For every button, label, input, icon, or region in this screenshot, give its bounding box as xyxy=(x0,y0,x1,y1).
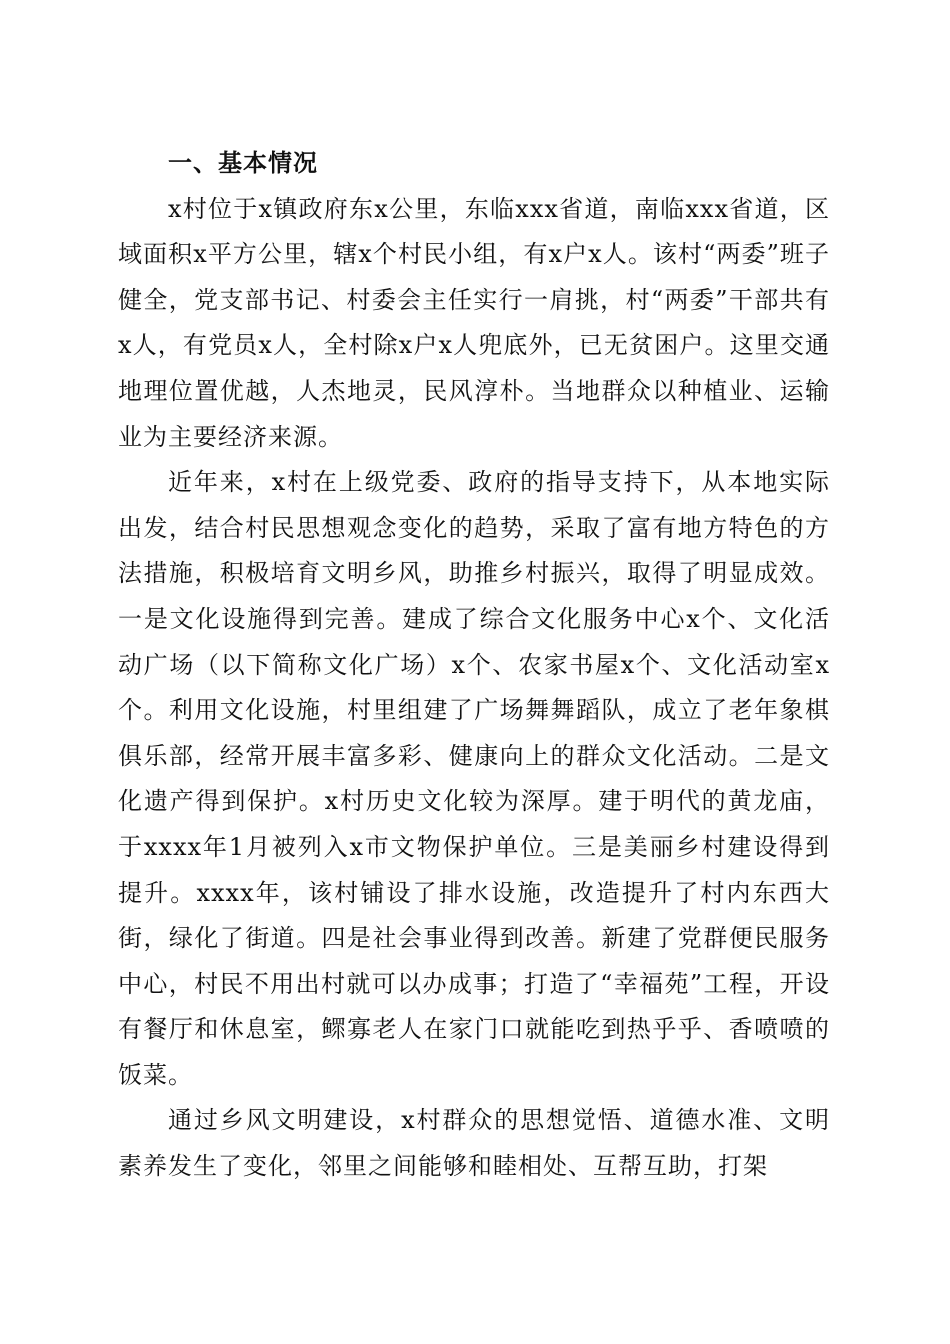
paragraph-civilization-results: 通过乡风文明建设，x村群众的思想觉悟、道德水准、文明素养发生了变化，邻里之间能够和睦相处、互帮互助，打架 xyxy=(118,1106,830,1181)
section-heading: 一、基本情况 xyxy=(168,149,318,177)
paragraph-recent-achievements: 近年来，x村在上级党委、政府的指导支持下，从本地实际出发，结合村民思想观念变化的趋势，采取了富有地方特色的方法措施，积极培育文明乡风，助推乡村振兴，取得了明显成效。一是文化设施得到完善。建成了综合文化服务中心x个、文化活动广场（以下简称文化广场）x个、农家书屋x个、文化活动室x个。利用文化设施，村里组建了广场舞舞蹈队，成立了老年象棋俱乐部，经常开展丰富多彩、健康向上的群众文化活动。二是文化遗产得到保护。x村历史文化较为深厚。建于明代的黄龙庙，于xxxx年1月被列入x市文物保护单位。三是美丽乡村建设得到提升。xxxx年，该村铺设了排水设施，改造提升了村内东西大街，绿化了街道。四是社会事业得到改善。新建了党群便民服务中心，村民不用出村就可以办成事；打造了“幸福苑”工程，开设有餐厅和休息室，鳏寡老人在家门口就能吃到热乎乎、香喷喷的饭菜。 xyxy=(118,468,830,1089)
document-body xyxy=(118,141,830,1190)
paragraph-basic-info: x村位于x镇政府东x公里，东临xxx省道，南临xxx省道，区域面积x平方公里，辖x个村民小组，有x户x人。该村“两委”班子健全，党支部书记、村委会主任实行一肩挑，村“两委”干部共有x人，有党员x人，全村除x户x人兜底外，已无贫困户。这里交通地理位置优越，人杰地灵，民风淳朴。当地群众以种植业、运输业为主要经济来源。 xyxy=(118,194,830,451)
